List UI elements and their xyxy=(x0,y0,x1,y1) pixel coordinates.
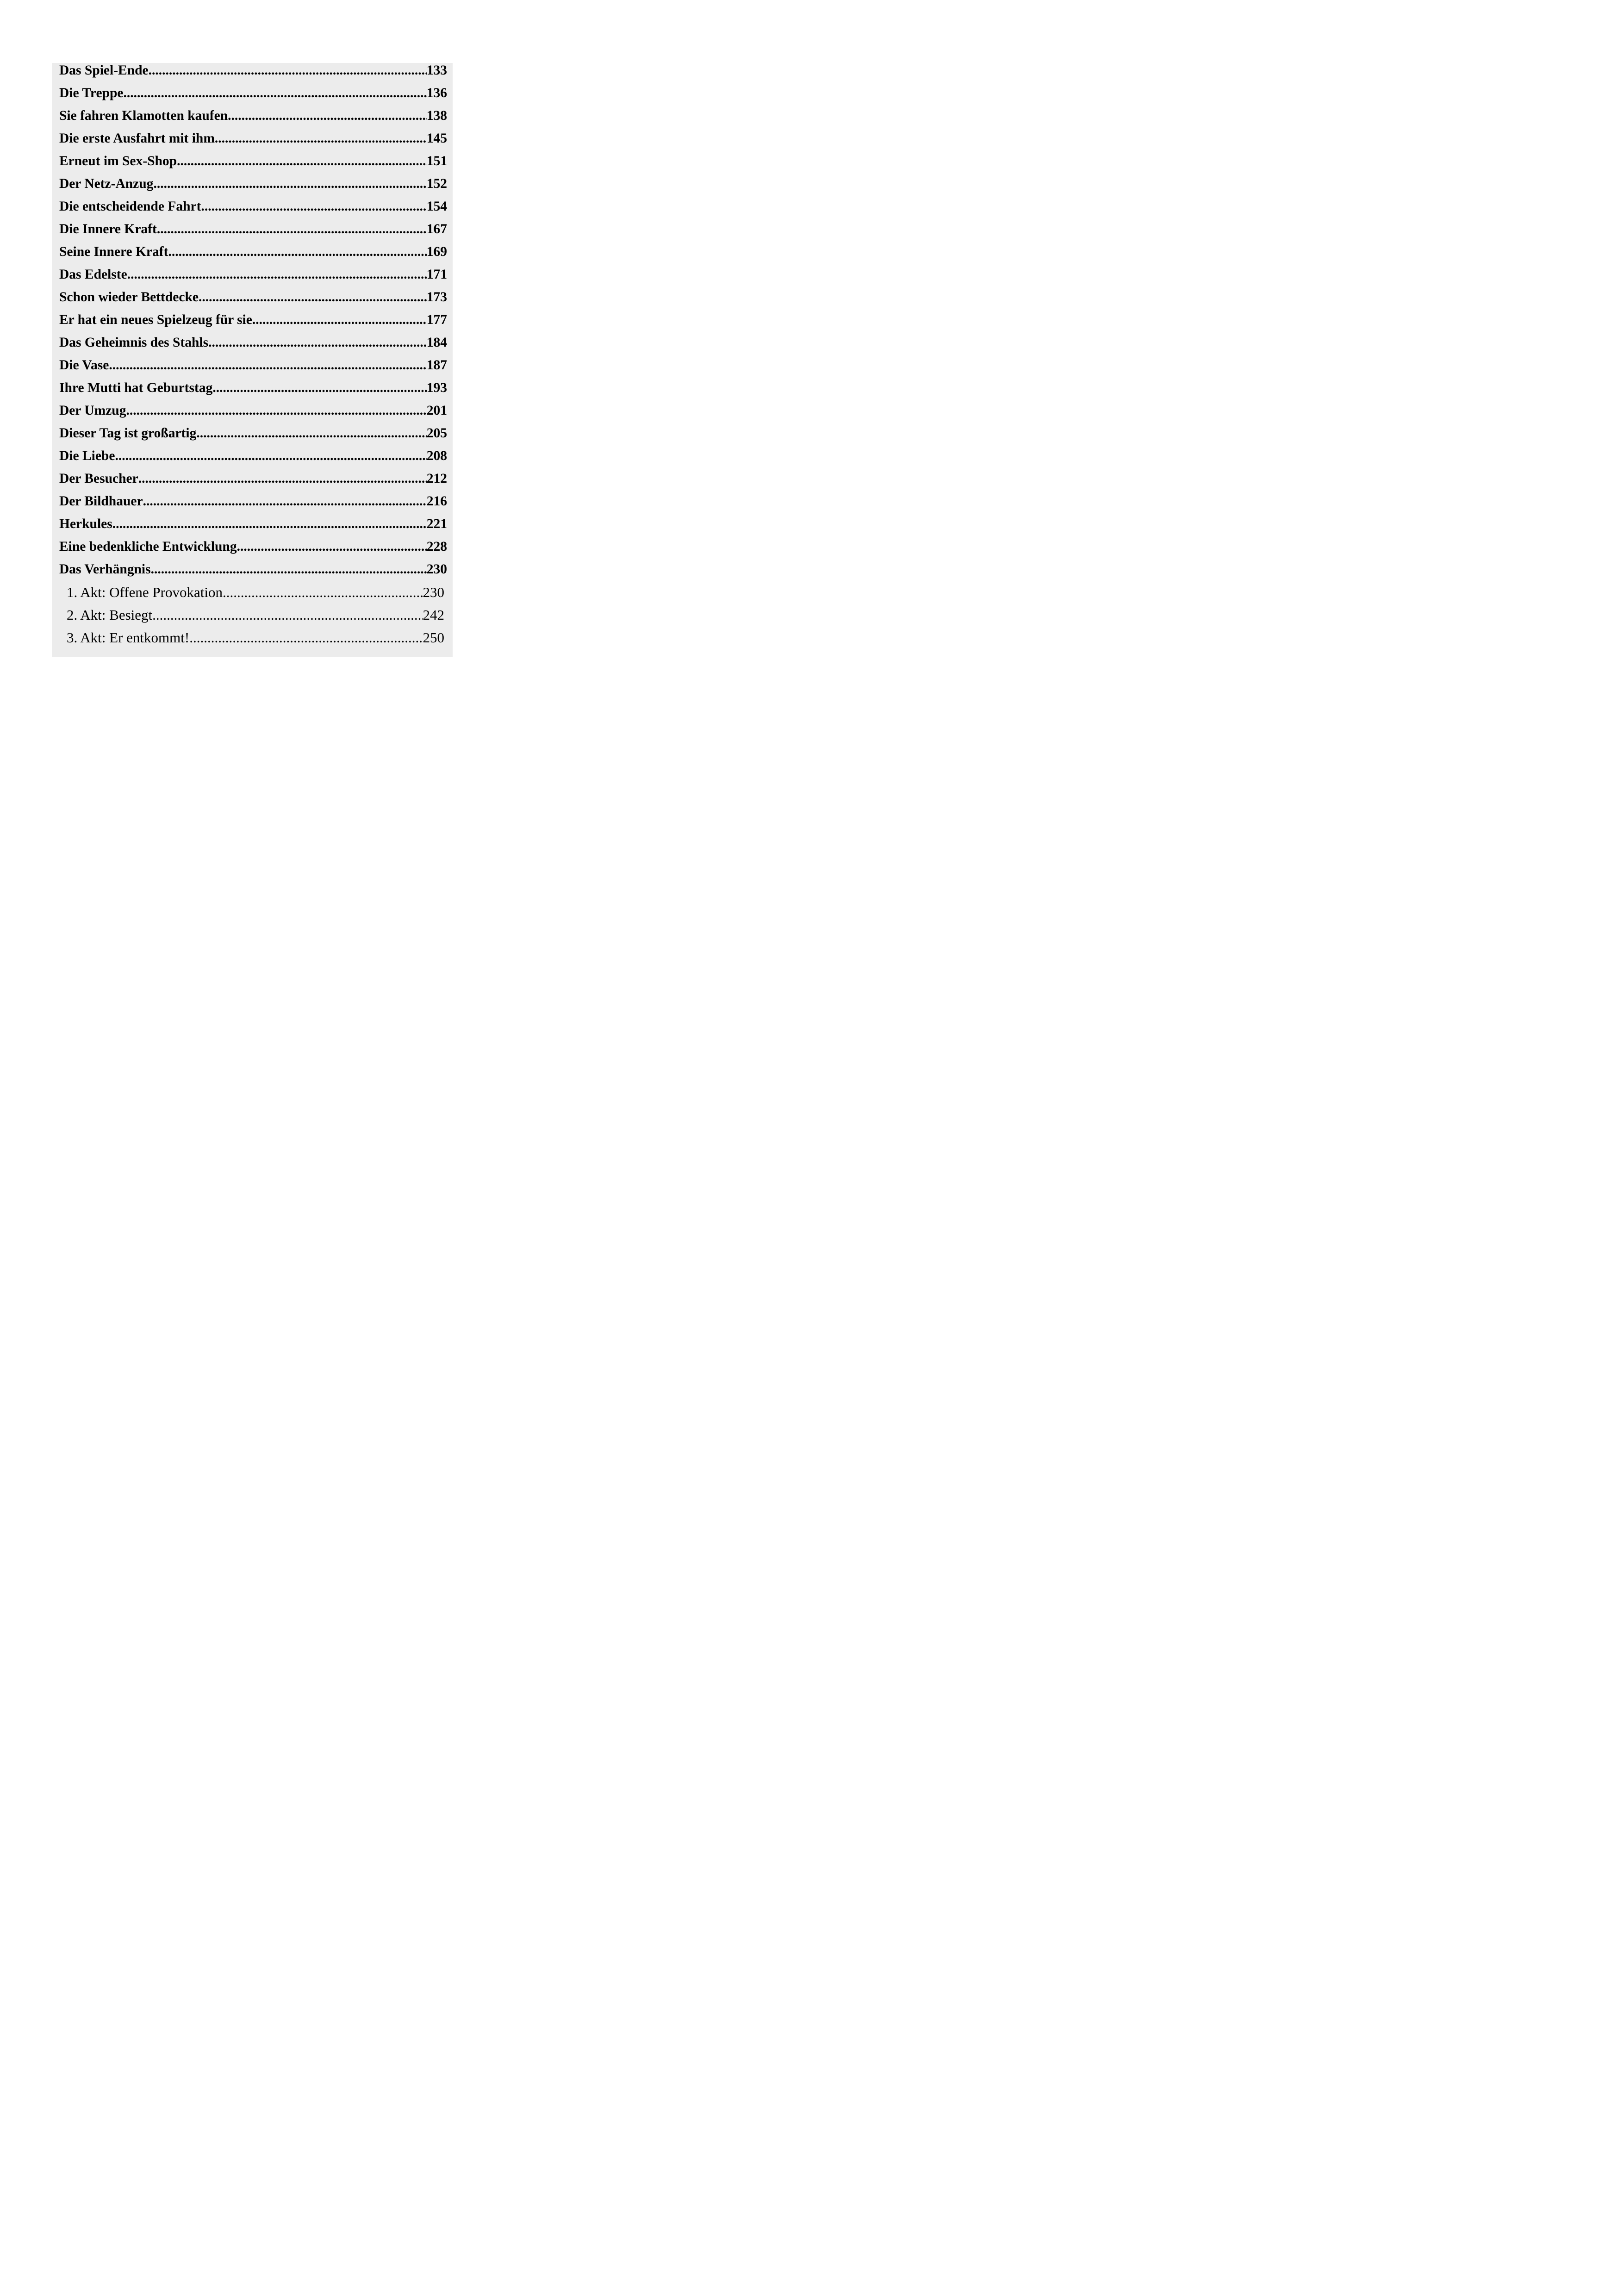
toc-entry-title: Herkules xyxy=(59,516,112,531)
toc-entry-page: 169 xyxy=(426,244,447,259)
toc-entry-title: Der Netz-Anzug xyxy=(59,176,154,191)
toc-entry-title: Der Bildhauer xyxy=(59,494,143,509)
toc-entry-title: Sie fahren Klamotten kaufen xyxy=(59,108,228,123)
toc-entry-title: Der Umzug xyxy=(59,403,126,418)
toc-entry[interactable] xyxy=(59,286,447,309)
toc-leader-dots xyxy=(109,354,426,377)
toc-leader-dots xyxy=(208,331,427,354)
toc-entry[interactable] xyxy=(59,377,447,399)
toc-entry[interactable] xyxy=(59,513,447,535)
toc-subentry[interactable] xyxy=(59,604,444,626)
toc-leader-dots xyxy=(201,195,426,218)
toc-entry-title: Die entscheidende Fahrt xyxy=(59,199,201,214)
toc-entry-page: 152 xyxy=(426,176,447,191)
toc-entry-title: Seine Innere Kraft xyxy=(59,244,168,259)
toc-entry-title: Das Verhängnis xyxy=(59,562,151,577)
toc-entry-page: 167 xyxy=(426,222,447,236)
toc-subentry-page: 230 xyxy=(423,584,444,600)
toc-entry-page: 173 xyxy=(426,290,447,305)
toc-entry[interactable] xyxy=(59,82,447,105)
toc-leader-dots xyxy=(252,309,427,331)
table-of-contents xyxy=(59,59,447,649)
toc-entry[interactable] xyxy=(59,105,447,127)
toc-entry-page: 145 xyxy=(426,131,447,146)
toc-leader-dots xyxy=(143,490,427,513)
toc-leader-dots xyxy=(177,150,427,173)
toc-entry-title: Das Geheimnis des Stahls xyxy=(59,335,209,350)
toc-entry-title: Eine bedenkliche Entwicklung xyxy=(59,539,237,554)
toc-entry-page: 184 xyxy=(426,335,447,350)
toc-entry-page: 171 xyxy=(426,267,447,282)
toc-entry-title: Der Besucher xyxy=(59,471,138,486)
toc-leader-dots xyxy=(212,377,426,399)
toc-leader-dots xyxy=(151,558,427,581)
toc-leader-dots xyxy=(237,535,427,558)
toc-subentry[interactable] xyxy=(59,626,444,649)
toc-leader-dots xyxy=(138,467,427,490)
toc-entry[interactable] xyxy=(59,241,447,263)
toc-leader-dots xyxy=(112,513,427,535)
toc-entry[interactable] xyxy=(59,535,447,558)
toc-leader-dots xyxy=(152,604,423,626)
toc-entry-title: Ihre Mutti hat Geburtstag xyxy=(59,380,213,395)
toc-subentry-title: 1. Akt: Offene Provokation xyxy=(67,584,223,600)
toc-entry-page: 221 xyxy=(426,516,447,531)
toc-entry[interactable] xyxy=(59,445,447,467)
toc-entry[interactable] xyxy=(59,173,447,195)
toc-subentry-title: 2. Akt: Besiegt xyxy=(67,607,153,623)
toc-entry[interactable] xyxy=(59,490,447,513)
toc-leader-dots xyxy=(223,581,423,604)
toc-leader-dots xyxy=(115,445,426,467)
toc-entry-title: Die Treppe xyxy=(59,86,124,100)
toc-entry-title: Die Innere Kraft xyxy=(59,222,157,236)
toc-subentry-title: 3. Akt: Er entkommt! xyxy=(67,629,190,646)
toc-leader-dots xyxy=(215,127,427,150)
toc-leader-dots xyxy=(157,218,427,241)
toc-leader-dots xyxy=(149,59,427,82)
toc-entry[interactable] xyxy=(59,331,447,354)
toc-entry-title: Das Edelste xyxy=(59,267,127,282)
toc-entry-page: 187 xyxy=(426,358,447,373)
toc-leader-dots xyxy=(126,399,426,422)
toc-leader-dots xyxy=(199,286,427,309)
toc-entry-title: Dieser Tag ist großartig xyxy=(59,426,197,441)
toc-entry[interactable] xyxy=(59,127,447,150)
toc-subentry[interactable] xyxy=(59,581,444,604)
toc-entry-page: 208 xyxy=(426,448,447,463)
toc-entry[interactable] xyxy=(59,467,447,490)
toc-entry-page: 201 xyxy=(426,403,447,418)
toc-leader-dots xyxy=(196,422,426,445)
toc-entry[interactable] xyxy=(59,399,447,422)
toc-entry-page: 212 xyxy=(426,471,447,486)
toc-entry-title: Schon wieder Bettdecke xyxy=(59,290,199,305)
toc-entry-page: 228 xyxy=(426,539,447,554)
toc-entry-title: Die Liebe xyxy=(59,448,115,463)
toc-entry-page: 193 xyxy=(426,380,447,395)
toc-leader-dots xyxy=(228,105,427,127)
toc-entry-title: Die erste Ausfahrt mit ihm xyxy=(59,131,215,146)
toc-entry-page: 138 xyxy=(426,108,447,123)
toc-leader-dots xyxy=(123,82,426,105)
toc-entry-title: Erneut im Sex-Shop xyxy=(59,154,177,168)
toc-entry[interactable] xyxy=(59,558,447,581)
toc-entry[interactable] xyxy=(59,422,447,445)
toc-entry[interactable] xyxy=(59,218,447,241)
toc-entry-title: Die Vase xyxy=(59,358,109,373)
toc-entry-page: 154 xyxy=(426,199,447,214)
toc-entry[interactable] xyxy=(59,263,447,286)
toc-leader-dots xyxy=(127,263,427,286)
toc-entry-page: 136 xyxy=(426,86,447,100)
toc-entry[interactable] xyxy=(59,354,447,377)
toc-leader-dots xyxy=(189,626,423,649)
toc-entry-title: Das Spiel-Ende xyxy=(59,63,149,78)
toc-subentry-page: 250 xyxy=(423,629,444,646)
toc-entry[interactable] xyxy=(59,195,447,218)
toc-entry-page: 205 xyxy=(426,426,447,441)
toc-entry-page: 151 xyxy=(426,154,447,168)
toc-leader-dots xyxy=(168,241,426,263)
toc-entry[interactable] xyxy=(59,309,447,331)
toc-entry-page: 216 xyxy=(426,494,447,509)
toc-entry[interactable] xyxy=(59,150,447,173)
toc-leader-dots xyxy=(153,173,426,195)
toc-subentry-page: 242 xyxy=(423,607,444,623)
toc-entry-page: 230 xyxy=(426,562,447,577)
toc-entry-page: 133 xyxy=(426,63,447,78)
toc-entry[interactable] xyxy=(59,59,447,82)
toc-entry-page: 177 xyxy=(426,312,447,327)
toc-entry-title: Er hat ein neues Spielzeug für sie xyxy=(59,312,252,327)
